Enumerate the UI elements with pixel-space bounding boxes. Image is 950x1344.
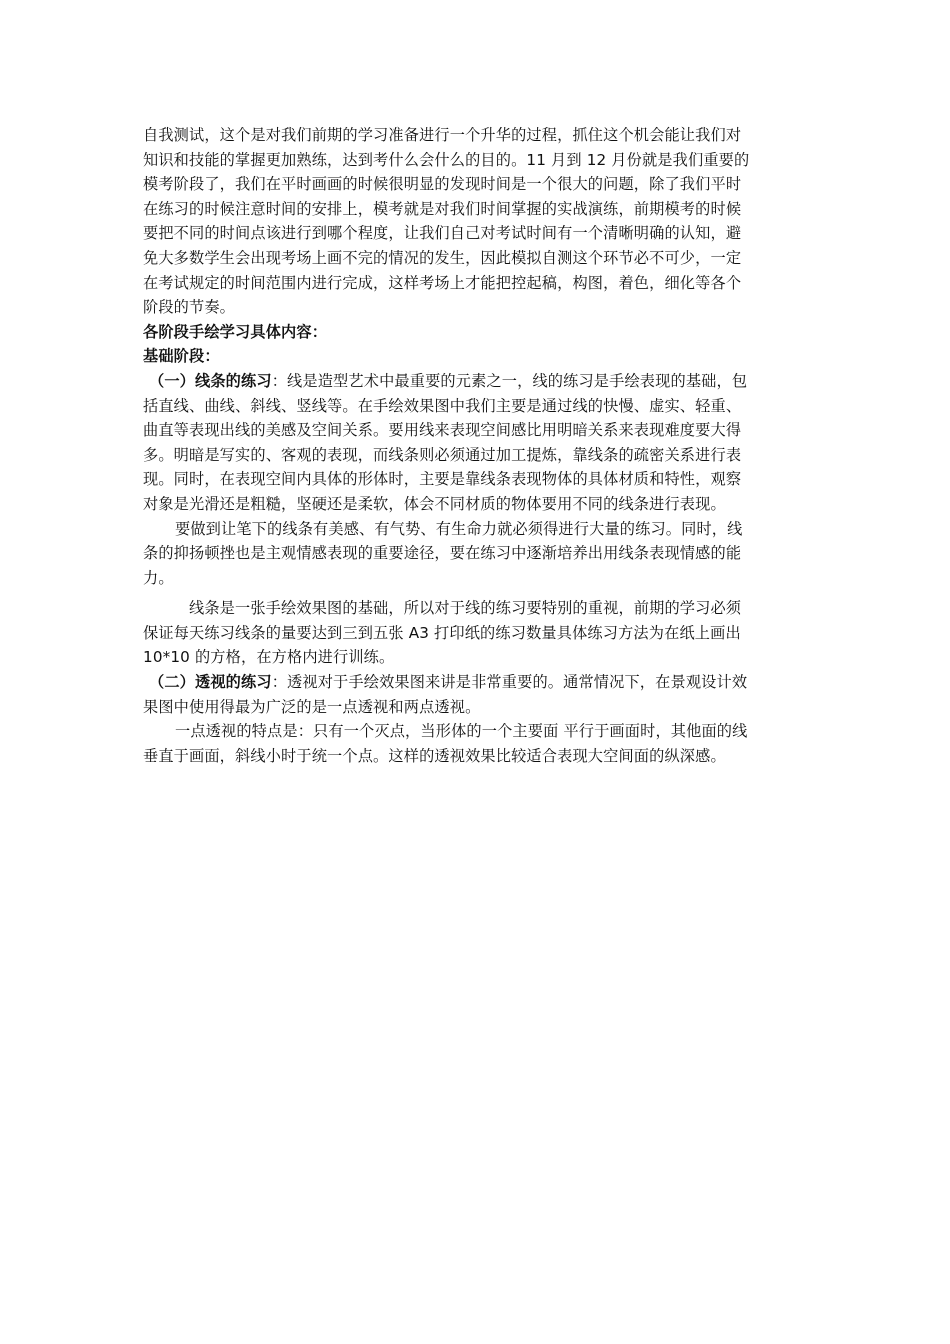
text-line: 力。: [143, 568, 174, 587]
text-line: 多。明暗是写实的、客观的表现，而线条则必须通过加工提炼，靠线条的疏密关系进行表: [143, 445, 742, 464]
text-line: 现。同时，在表现空间内具体的形体时，主要是靠线条表现物体的具体材质和特性，观察: [143, 470, 742, 489]
text-line: 垂直于画面，斜线小时于统一个点。这样的透视效果比较适合表现大空间面的纵深感。: [143, 746, 726, 765]
text-segment: ：线是造型艺术中最重要的元素之一，线的练习是手绘表现的基础，包: [271, 371, 748, 390]
text-line: 条的抑扬顿挫也是主观情感表现的重要途径，要在练习中逐渐培养出用线条表现情感的能: [143, 544, 742, 563]
text-line: 一点透视的特点是：只有一个灭点，当形体的一个主要面 平行于画面时，其他面的线: [175, 722, 748, 741]
text-line: 模考阶段了，我们在平时画画的时候很明显的发现时间是一个很大的问题，除了我们平时: [143, 175, 742, 194]
text-line: 在练习的时候注意时间的安排上，模考就是对我们时间掌握的实战演练，前期模考的时候: [143, 199, 742, 218]
text-line: 在考试规定的时间范围内进行完成，这样考场上才能把控起稿，构图，着色，细化等各个: [143, 273, 742, 292]
section-title: （二）透视的练习: [149, 673, 272, 692]
text-line: 10*10 的方格，在方格内进行训练。: [143, 648, 395, 667]
text-line: 免大多数学生会出现考场上画不完的情况的发生，因此模拟自测这个环节必不可少，一定: [143, 248, 742, 267]
heading-stages: 各阶段手绘学习具体内容：: [143, 322, 328, 341]
text-line: 对象是光滑还是粗糙，坚硬还是柔软，体会不同材质的物体要用不同的线条进行表现。: [143, 494, 726, 513]
section-first-line: [143, 670, 809, 695]
section-title: （一）线条的练习: [149, 371, 272, 390]
text-line: 曲直等表现出线的美感及空间关系。要用线来表现空间感比用明暗关系来表现难度要大得: [143, 421, 742, 440]
heading-basic: 基础阶段：: [143, 347, 220, 366]
section-perspective-practice: [143, 670, 809, 768]
text-line: 要做到让笔下的线条有美感、有气势、有生命力就必须得进行大量的练习。同时，线: [175, 519, 743, 538]
text-line: 果图中使用得最为广泛的是一点透视和两点透视。: [143, 697, 481, 716]
section-line-practice: [143, 369, 809, 670]
text-segment: ：透视对于手绘效果图来讲是非常重要的。通常情况下，在景观设计效: [271, 673, 748, 692]
text-line: 括直线、曲线、斜线、竖线等。在手绘效果图中我们主要是通过线的快慢、虚实、轻重、: [143, 396, 742, 415]
text-line: 线条是一张手绘效果图的基础，所以对于线的练习要特别的重视，前期的学习必须: [189, 599, 742, 618]
intro-paragraph: [143, 123, 809, 320]
section-first-line: [143, 369, 809, 394]
document-body: [143, 123, 809, 768]
text-line: 知识和技能的掌握更加熟练，达到考什么会什么的目的。11 月到 12 月份就是我们重要的: [143, 150, 750, 169]
text-line: 阶段的节奏。: [143, 298, 236, 317]
text-line: 保证每天练习线条的量要达到三到五张 A3 打印纸的练习数量具体练习方法为在纸上画出: [143, 623, 741, 642]
text-line: 要把不同的时间点该进行到哪个程度，让我们自己对考试时间有一个清晰明确的认知，避: [143, 224, 742, 243]
text-line: 自我测试，这个是对我们前期的学习准备进行一个升华的过程，抓住这个机会能让我们对: [143, 126, 742, 144]
